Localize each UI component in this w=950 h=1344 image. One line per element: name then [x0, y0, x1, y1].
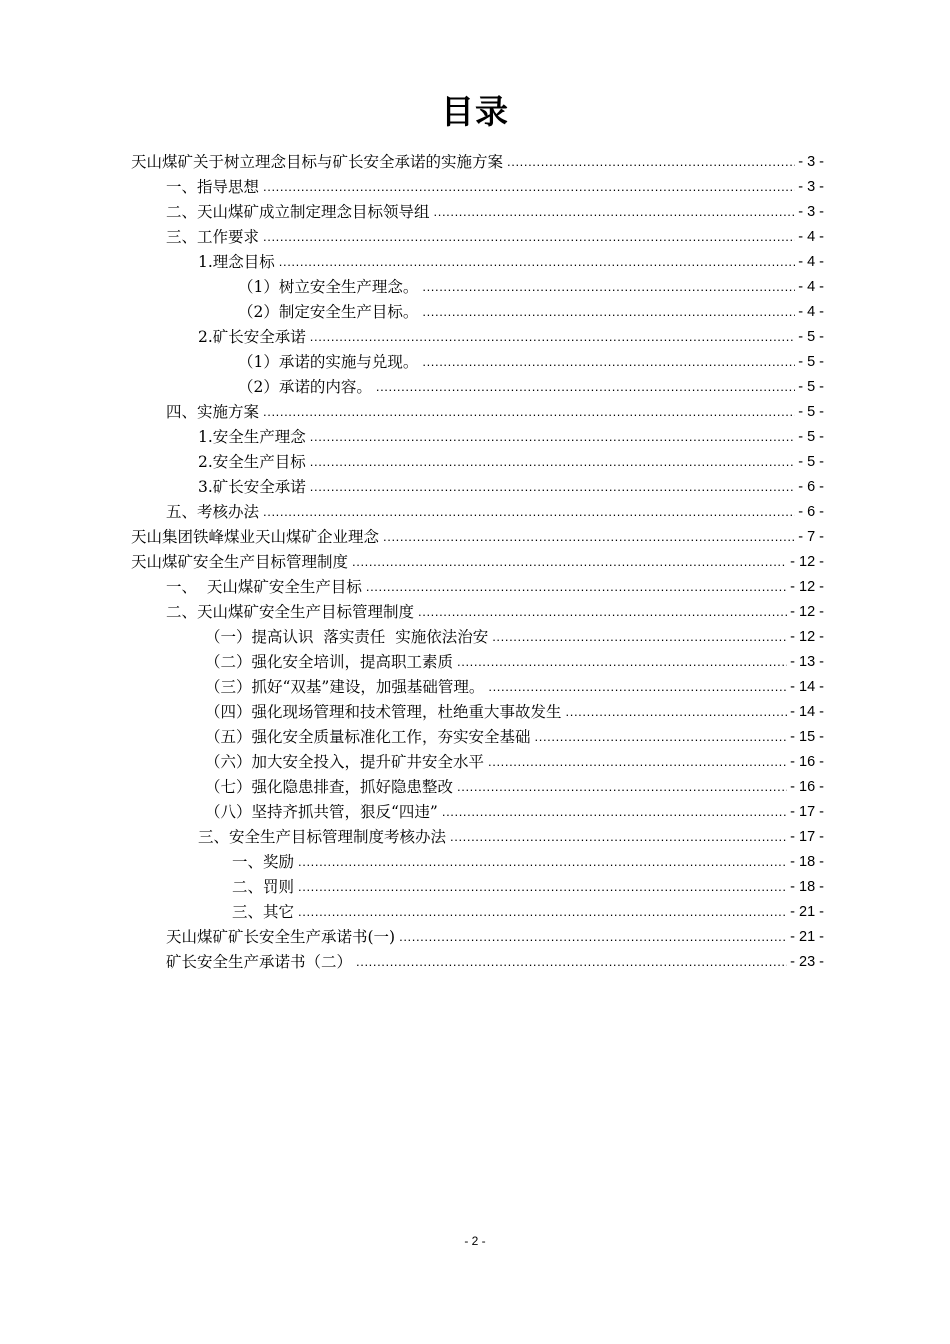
- toc-entry[interactable]: [166, 600, 824, 624]
- toc-entry[interactable]: [131, 525, 824, 549]
- toc-entry-page: - 5 -: [798, 429, 824, 445]
- toc-entry[interactable]: [232, 900, 824, 924]
- toc-entry-page: - 5 -: [798, 454, 824, 470]
- toc-entry[interactable]: [166, 400, 824, 424]
- toc-leader-dots: [310, 450, 795, 474]
- toc-entry-page: - 12 -: [790, 554, 824, 570]
- toc-entry-page: - 5 -: [798, 354, 824, 370]
- toc-entry-page: - 3 -: [798, 204, 824, 220]
- toc-entry-label: 天山集团铁峰煤业天山煤矿企业理念: [131, 528, 380, 546]
- toc-leader-dots: [399, 925, 787, 949]
- toc-leader-dots: [457, 650, 787, 674]
- toc-entry-label: 天山煤矿矿长安全生产承诺书(一): [166, 928, 396, 946]
- toc-leader-dots: [298, 875, 787, 899]
- toc-entry-page: - 13 -: [790, 654, 824, 670]
- toc-entry-page: - 5 -: [798, 329, 824, 345]
- page-title: 目录: [441, 92, 509, 131]
- toc-entry-label: （1）承诺的实施与兑现。: [238, 353, 419, 371]
- toc-leader-dots: [434, 200, 796, 224]
- toc-leader-dots: [422, 350, 795, 374]
- toc-entry-label: 1.理念目标: [198, 253, 275, 271]
- toc-entry[interactable]: [131, 150, 824, 174]
- toc-entry-label: 一、 天山煤矿安全生产目标: [166, 578, 362, 596]
- toc-entry-page: - 12 -: [790, 604, 824, 620]
- toc-leader-dots: [263, 225, 795, 249]
- toc-entry-page: - 18 -: [790, 854, 824, 870]
- toc-entry-label: 三、安全生产目标管理制度考核办法: [198, 828, 447, 846]
- toc-leader-dots: [422, 300, 795, 324]
- toc-entry[interactable]: [198, 450, 824, 474]
- toc-entry-label: 2.安全生产目标: [198, 453, 306, 471]
- toc-leader-dots: [310, 425, 795, 449]
- toc-entry-page: - 12 -: [790, 629, 824, 645]
- toc-entry-page: - 12 -: [790, 579, 824, 595]
- toc-entry[interactable]: [238, 375, 824, 399]
- toc-entry[interactable]: [238, 350, 824, 374]
- toc-entry-page: - 17 -: [790, 829, 824, 845]
- toc-leader-dots: [422, 275, 795, 299]
- toc-entry-page: - 15 -: [790, 729, 824, 745]
- toc-leader-dots: [298, 900, 787, 924]
- toc-entry[interactable]: [205, 625, 824, 649]
- toc-entry-label: 二、天山煤矿成立制定理念目标领导组: [166, 203, 430, 221]
- toc-entry-page: - 4 -: [798, 254, 824, 270]
- toc-entry-page: - 17 -: [790, 804, 824, 820]
- toc-entry[interactable]: [166, 925, 824, 949]
- toc-entry-label: 三、工作要求: [166, 228, 260, 246]
- toc-entry[interactable]: [166, 175, 824, 199]
- toc-entry[interactable]: [198, 425, 824, 449]
- toc-entry[interactable]: [205, 675, 824, 699]
- toc-entry-label: 1.安全生产理念: [198, 428, 306, 446]
- toc-leader-dots: [566, 700, 788, 724]
- toc-entry-label: （四）强化现场管理和技术管理，杜绝重大事故发生: [205, 703, 562, 721]
- toc-entry-label: 天山煤矿关于树立理念目标与矿长安全承诺的实施方案: [131, 153, 504, 171]
- toc-entry[interactable]: [166, 575, 824, 599]
- toc-leader-dots: [263, 500, 795, 524]
- toc-leader-dots: [356, 950, 787, 974]
- toc-entry-label: （八）坚持齐抓共管，狠反“四违”: [205, 803, 438, 821]
- toc-entry-label: 3.矿长安全承诺: [198, 478, 306, 496]
- toc-entry-page: - 6 -: [798, 479, 824, 495]
- toc-entry-page: - 3 -: [798, 154, 824, 170]
- toc-entry-page: - 5 -: [798, 379, 824, 395]
- toc-entry-page: - 7 -: [798, 529, 824, 545]
- toc-entry-label: （2）制定安全生产目标。: [238, 303, 419, 321]
- toc-entry[interactable]: [166, 500, 824, 524]
- toc-entry[interactable]: [205, 700, 824, 724]
- toc-leader-dots: [352, 550, 787, 574]
- toc-leader-dots: [376, 375, 795, 399]
- toc-entry-label: 一、奖励: [232, 853, 295, 871]
- toc-entry-page: - 5 -: [798, 404, 824, 420]
- toc-leader-dots: [366, 575, 787, 599]
- toc-entry-label: 2.矿长安全承诺: [198, 328, 306, 346]
- toc-entry-label: （五）强化安全质量标准化工作，夯实安全基础: [205, 728, 531, 746]
- toc-entry[interactable]: [198, 325, 824, 349]
- toc-entry-label: （二）强化安全培训，提高职工素质: [205, 653, 454, 671]
- toc-leader-dots: [310, 475, 795, 499]
- toc-entry-page: - 14 -: [790, 704, 824, 720]
- toc-leader-dots: [263, 175, 795, 199]
- toc-leader-dots: [383, 525, 795, 549]
- toc-entry[interactable]: [166, 225, 824, 249]
- toc-entry[interactable]: [198, 825, 824, 849]
- toc-leader-dots: [279, 250, 795, 274]
- toc-entry[interactable]: [198, 250, 824, 274]
- toc-entry[interactable]: [166, 200, 824, 224]
- toc-entry-page: - 4 -: [798, 279, 824, 295]
- toc-entry-label: 一、指导思想: [166, 178, 260, 196]
- toc-leader-dots: [442, 800, 787, 824]
- toc-entry-page: - 21 -: [790, 929, 824, 945]
- toc-entry-label: （七）强化隐患排查，抓好隐患整改: [205, 778, 454, 796]
- toc-entry-label: 四、实施方案: [166, 403, 260, 421]
- toc-entry[interactable]: [205, 750, 824, 774]
- toc-entry[interactable]: [205, 775, 824, 799]
- toc-entry-page: - 23 -: [790, 954, 824, 970]
- toc-leader-dots: [488, 675, 787, 699]
- toc-entry-page: - 14 -: [790, 679, 824, 695]
- toc-entry[interactable]: [232, 875, 824, 899]
- toc-entry[interactable]: [198, 475, 824, 499]
- toc-entry-page: - 4 -: [798, 229, 824, 245]
- toc-entry[interactable]: [238, 275, 824, 299]
- toc-entry[interactable]: [238, 300, 824, 324]
- toc-entry-label: （三）抓好“双基”建设，加强基础管理。: [205, 678, 485, 696]
- toc-entry[interactable]: [131, 550, 824, 574]
- toc-entry-page: - 21 -: [790, 904, 824, 920]
- toc-leader-dots: [492, 625, 787, 649]
- toc-entry-label: 矿长安全生产承诺书（二）: [166, 953, 353, 971]
- toc-entry-page: - 16 -: [790, 754, 824, 770]
- toc-entry[interactable]: [232, 850, 824, 874]
- toc-leader-dots: [450, 825, 787, 849]
- toc-entry[interactable]: [166, 950, 824, 974]
- toc-entry-page: - 3 -: [798, 179, 824, 195]
- toc-leader-dots: [507, 150, 795, 174]
- toc-leader-dots: [488, 750, 787, 774]
- toc-entry-label: 五、考核办法: [166, 503, 260, 521]
- toc-entry-label: 三、其它: [232, 903, 295, 921]
- page-number: - 2 -: [464, 1234, 486, 1248]
- toc-leader-dots: [298, 850, 787, 874]
- toc-entry-page: - 6 -: [798, 504, 824, 520]
- toc-entry-label: （2）承诺的内容。: [238, 378, 372, 396]
- toc-leader-dots: [418, 600, 787, 624]
- toc-entry[interactable]: [205, 725, 824, 749]
- toc-entry-page: - 18 -: [790, 879, 824, 895]
- toc-entry-label: （1）树立安全生产理念。: [238, 278, 419, 296]
- toc-entry-label: 二、罚则: [232, 878, 295, 896]
- toc-entry-page: - 16 -: [790, 779, 824, 795]
- toc-leader-dots: [263, 400, 795, 424]
- toc-entry-page: - 4 -: [798, 304, 824, 320]
- toc-entry-label: （六）加大安全投入，提升矿井安全水平: [205, 753, 485, 771]
- toc-entry-label: 天山煤矿安全生产目标管理制度: [131, 553, 349, 571]
- toc-entry-label: 二、天山煤矿安全生产目标管理制度: [166, 603, 415, 621]
- toc-leader-dots: [457, 775, 787, 799]
- toc-entry[interactable]: [205, 800, 824, 824]
- toc-entry[interactable]: [205, 650, 824, 674]
- toc-leader-dots: [535, 725, 788, 749]
- toc-leader-dots: [310, 325, 795, 349]
- toc-entry-label: （一）提高认识 落实责任 实施依法治安: [205, 628, 489, 646]
